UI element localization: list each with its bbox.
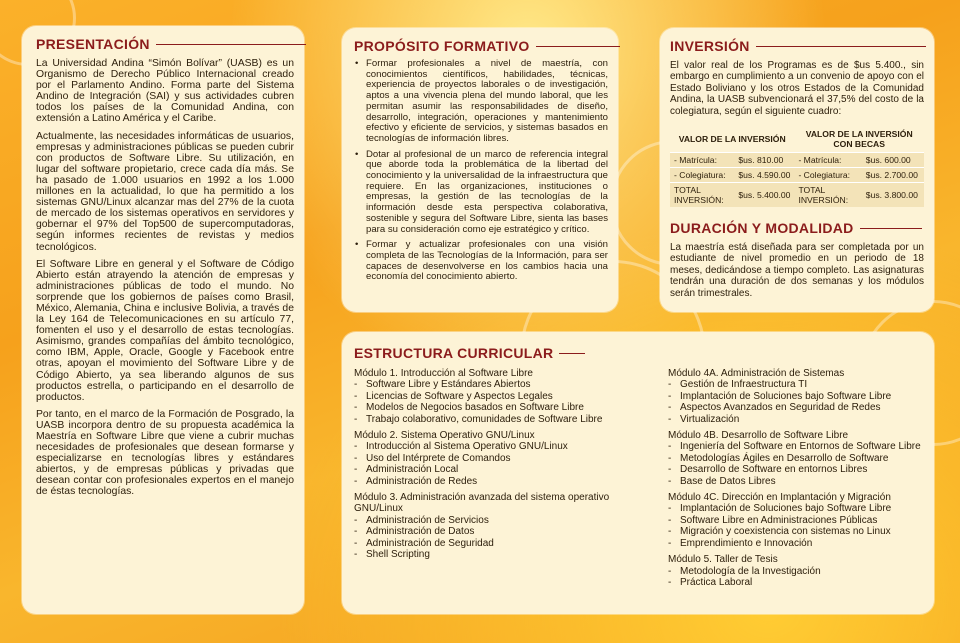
presentacion-title: PRESENTACIÓN: [36, 36, 306, 52]
modules-left-column: [354, 368, 654, 561]
proposito-title: PROPÓSITO FORMATIVO: [354, 38, 620, 54]
module-item: - Implantación de Soluciones bajo Software Libre: [668, 391, 930, 402]
module-item: - Migración y coexistencia con sistemas no Linux: [668, 526, 930, 537]
estructura-title: ESTRUCTURA CURRICULAR: [354, 345, 585, 361]
paragraph: La Universidad Andina “Simón Bolívar” (UASB) es un Organismo de Derecho Público Internacional creado por el Parlamento Andino. Forma parte del Sistema Andino de Integración (SAI) y sus actividades cubren todos los países de la Comunidad Andina, con extensión a Latino América y el Caribe.: [36, 58, 294, 125]
table-row: [670, 153, 924, 168]
duracion-text: La maestría está diseñada para ser completada por un estudiante de nivel promedio en un periodo de 18 meses, dedicándose a tiempo completo. Las asignaturas tendrán una duración de dos semanas y los módulos serán trimestrales.: [670, 242, 924, 299]
duracion-title: DURACIÓN Y MODALIDAD: [670, 220, 922, 236]
proposito-panel: [342, 28, 618, 312]
module-item: - Uso del Intérprete de Comandos: [354, 453, 654, 464]
module-item: - Administración de Datos: [354, 526, 654, 537]
module-item: - Modelos de Negocios basados en Software Libre: [354, 402, 654, 413]
table-cell: - Colegiatura:: [794, 168, 861, 183]
module-item: - Metodologías Ágiles en Desarrollo de Software: [668, 453, 930, 464]
table-cell: - Colegiatura:: [670, 168, 734, 183]
module-item: - Ingeniería del Software en Entornos de Software Libre: [668, 441, 930, 452]
presentacion-panel: [22, 26, 304, 614]
list-item: • Formar y actualizar profesionales con una visión completa de las Tecnologías de la Información, para ser capaces de desenvolverse en los cambios hacia una economía del conocimiento abierto.: [366, 240, 608, 283]
module-item: - Shell Scripting: [354, 549, 654, 560]
inversion-text: El valor real de los Programas es de $us 5.400., sin embargo en cumplimiento a un convenio de apoyo con el Estado Boliviano y los otros Estados de la Comunidad Andina, la UASB subvencionará el 37,5% del costo de la colegiatura, según el siguiente cuadro:: [670, 60, 924, 117]
module-item: - Desarrollo de Software en entornos Libres: [668, 464, 930, 475]
table-cell: $us. 2.700.00: [862, 168, 924, 183]
module-item: - Implantación de Soluciones bajo Software Libre: [668, 503, 930, 514]
module-item: - Administración de Seguridad: [354, 538, 654, 549]
module-item: - Licencias de Software y Aspectos Legales: [354, 391, 654, 402]
inversion-title: INVERSIÓN: [670, 38, 926, 54]
module-item: - Administración de Redes: [354, 476, 654, 487]
module-item: - Introducción al Sistema Operativo GNU/Linux: [354, 441, 654, 452]
module-title: Módulo 4B. Desarrollo de Software Libre: [668, 430, 849, 442]
table-cell: - Matrícula:: [670, 153, 734, 168]
presentacion-text: [36, 58, 294, 504]
table-cell: $us. 5.400.00: [734, 183, 794, 208]
module-title: Módulo 4A. Administración de Sistemas: [668, 368, 845, 379]
module-item: - Emprendimiento e Innovación: [668, 538, 930, 549]
module-item: - Base de Datos Libres: [668, 476, 930, 487]
table-cell: TOTAL INVERSIÓN:: [794, 183, 861, 208]
module-title: Módulo 4C. Dirección en Implantación y Migración: [668, 492, 891, 504]
module-item: - Trabajo colaborativo, comunidades de Software Libre: [354, 414, 654, 425]
list-item: • Formar profesionales a nivel de maestría, con conocimientos científicos, habilidades, técnicas, experiencia de proyectos laborales o de investigación, aptos a una vivencia plena del mundo laboral, que les permitan asumir las responsabilidades de diseño, desarrollo, integración, operaciones y mantenimiento efectivo y eficiente de servicios, y sistemas basados en tecnologías de información libres.: [366, 59, 608, 145]
proposito-text: [354, 59, 608, 288]
module-item: - Metodología de la Investigación: [668, 566, 930, 577]
table-cell: $us. 4.590.00: [734, 168, 794, 183]
module-item: - Administración Local: [354, 464, 654, 475]
table-header: VALOR DE LA INVERSIÓN: [670, 126, 794, 153]
paragraph: Por tanto, en el marco de la Formación de Posgrado, la UASB incorpora dentro de su propuesta académica la Maestría en Software Libre que viene a cubrir muchas necesidades de profesionales que desean formarse y especializarse en tecnologías libres y estándares abiertos, y de empresas públicas y privadas que desean contar con profesionales expertos en el manejo de éstas tecnologías.: [36, 408, 294, 498]
module-title: Módulo 1. Introducción al Software Libre: [354, 368, 533, 379]
table-row: [670, 168, 924, 183]
module-item: - Práctica Laboral: [668, 577, 930, 588]
list-item: • Dotar al profesional de un marco de referencia integral que aborde toda la problemática de la libertad del conocimiento y la universalidad de la infraestructura que requiere. En las organizaciones, instituciones o empresas, la gestión de las tecnologías de la información desde esta perspectiva colaborativa, sostenible y segura del Software Libre, sienta las bases para su consideración como eje estratégico y crítico.: [366, 150, 608, 236]
table-cell: - Matrícula:: [794, 153, 861, 168]
module-title: Módulo 5. Taller de Tesis: [668, 554, 778, 566]
module-item: - Gestión de Infraestructura TI: [668, 379, 930, 390]
module-item: - Software Libre y Estándares Abiertos: [354, 379, 654, 390]
inversion-table: [670, 126, 924, 207]
modules-right-column: [668, 368, 930, 588]
module-item: - Administración de Servicios: [354, 515, 654, 526]
inversion-panel: [660, 28, 934, 312]
estructura-panel: [342, 332, 934, 614]
table-cell: $us. 3.800.00: [862, 183, 924, 208]
module-title: Módulo 2. Sistema Operativo GNU/Linux: [354, 430, 535, 442]
module-item: - Virtualización: [668, 414, 930, 425]
table-header: VALOR DE LA INVERSIÓN CON BECAS: [794, 126, 924, 153]
table-cell: $us. 600.00: [862, 153, 924, 168]
table-cell: TOTAL INVERSIÓN:: [670, 183, 734, 208]
paragraph: Actualmente, las necesidades informáticas de usuarios, empresas y administraciones públicas se pueden cubrir con productos de Software Libre. Su utilización, en lugar del software propietario, crece cada día más. Se ha pasado de 1.000 usuarios en 1992 a los 1.000 millones en la actualidad, lo que ha permitido a los sistemas GNU/Linux alcanzar mas del 27% de la cuota de mercado de los sistemas operativos en servidores y gobernar el 97% del Top500 de supercomputadoras, según informes recientes de revistas y medios tecnológicos.: [36, 130, 294, 253]
module-title: Módulo 3. Administración avanzada del sistema operativo GNU/Linux: [354, 492, 610, 515]
module-item: - Aspectos Avanzados en Seguridad de Redes: [668, 402, 930, 413]
table-cell: $us. 810.00: [734, 153, 794, 168]
table-row: [670, 183, 924, 208]
module-item: - Software Libre en Administraciones Públicas: [668, 515, 930, 526]
paragraph: El Software Libre en general y el Software de Código Abierto están atrayendo la atención de empresas y administraciones públicas de todo el mundo. No sorprende que los gobiernos de países como Brasil, México, Alemania, China e inclusive Bolivia, a través de la Ley 164 de Telecomunicaciones en su artículo 77, fomenten el uso y el desarrollo de estas tecnologías. Asimismo, grandes compañías del ámbito tecnológico, como IBM, Apple, Oracle, Google y Facebook entre otras, apoyan el movimiento del Software Libre y de Código Abierto, ya sea liberando algunos de sus productos estrella, o participando en el desarrollo de productos.: [36, 258, 294, 403]
